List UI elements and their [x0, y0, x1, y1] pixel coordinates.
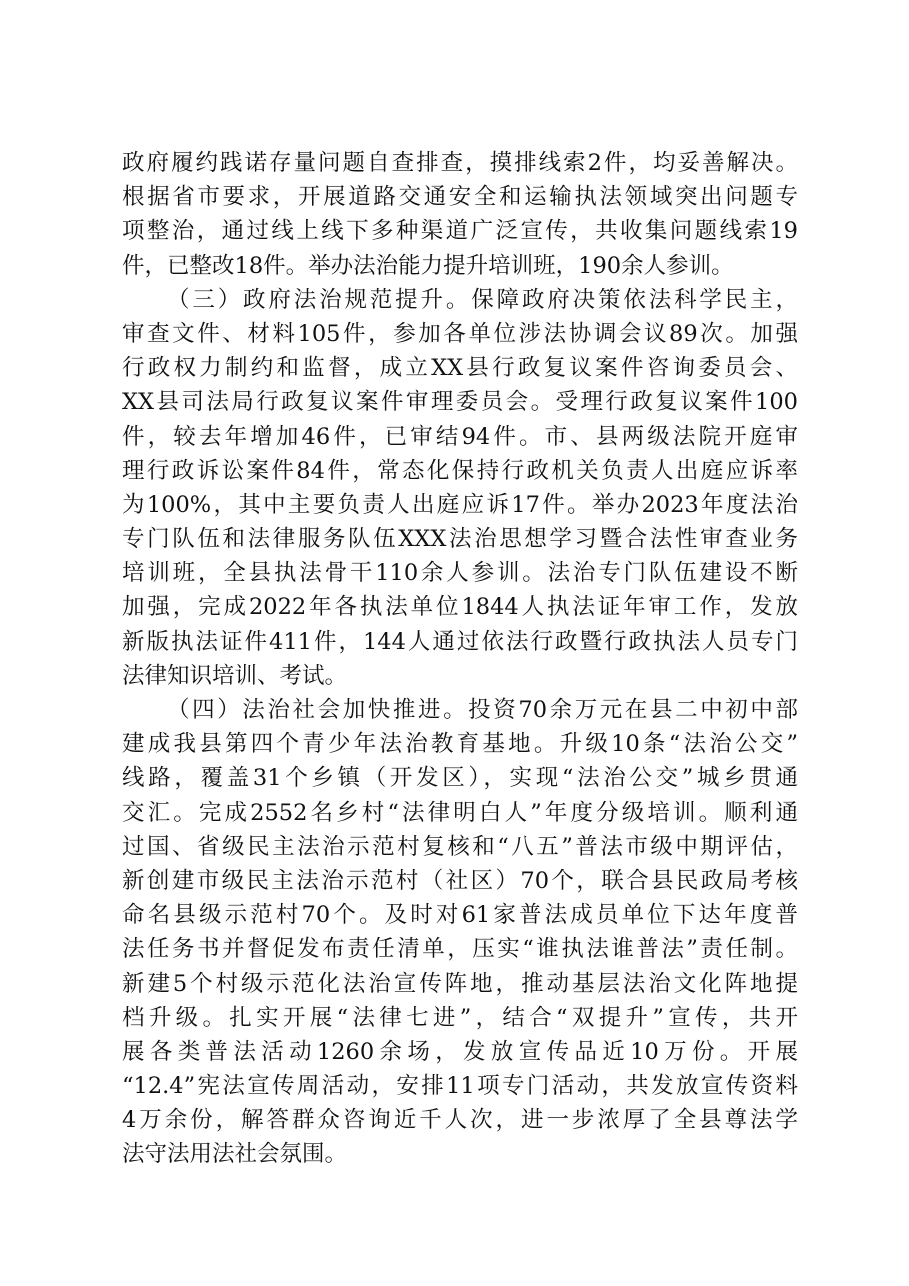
text-line: 加强，完成2022年各执法单位1844人执法证年审工作，发放: [122, 594, 798, 621]
text-line: 法守法用法社会氛围。: [122, 1141, 348, 1168]
text-line: 审查文件、材料105件，参加各单位涉法协调会议89次。加强: [122, 320, 798, 347]
text-line: 根据省市要求，开展道路交通安全和运输执法领域突出问题专: [122, 184, 798, 211]
text-line: 新创建市级民主法治示范村（社区）70个，联合县民政局考核: [122, 867, 798, 894]
text-line: 新建5个村级示范化法治宣传阵地，推动基层法治文化阵地提: [122, 970, 798, 997]
text-line: 4万余份，解答群众咨询近千人次，进一步浓厚了全县尊法学: [122, 1107, 798, 1134]
text-line: 建成我县第四个青少年法治教育基地。升级10条“法治公交”: [122, 731, 798, 758]
text-line: 件，已整改18件。举办法治能力提升培训班，190余人参训。: [122, 252, 734, 279]
text-line: 件，较去年增加46件，已审结94件。市、县两级法院开庭审: [122, 423, 798, 450]
text-line: （三）政府法治规范提升。保障政府决策依法科学民主，: [167, 286, 798, 313]
text-line: 理行政诉讼案件84件，常态化保持行政机关负责人出庭应诉率: [122, 457, 798, 484]
document-body: [122, 146, 798, 1172]
text-line: “12.4”宪法宣传周活动，安排11项专门活动，共发放宣传资料: [122, 1073, 798, 1100]
text-line: 政府履约践诺存量问题自查排查，摸排线索2件，均妥善解决。: [122, 150, 798, 176]
text-line: 行政权力制约和监督，成立XX县行政复议案件咨询委员会、: [122, 355, 798, 382]
text-line: 为100%，其中主要负责人出庭应诉17件。举办2023年度法治: [122, 491, 798, 518]
text-line: 线路，覆盖31个乡镇（开发区），实现“法治公交”城乡贯通: [122, 765, 798, 792]
text-line: 专门队伍和法律服务队伍XXX法治思想学习暨合法性审查业务: [122, 526, 798, 553]
text-line: 档升级。扎实开展“法律七进”，结合“双提升”宣传，共开: [122, 1004, 798, 1031]
text-line: 项整治，通过线上线下多种渠道广泛宣传，共收集问题线索19: [122, 218, 798, 245]
text-line: 法律知识培训、考试。: [122, 662, 348, 689]
text-line: 展各类普法活动1260余场，发放宣传品近10万份。开展: [122, 1038, 798, 1065]
text-line: 法任务书并督促发布责任清单，压实“谁执法谁普法”责任制。: [122, 936, 798, 963]
text-line: 交汇。完成2552名乡村“法律明白人”年度分级培训。顺利通: [122, 799, 798, 826]
text-line: 新版执法证件411件，144人通过依法行政暨行政执法人员专门: [122, 628, 798, 655]
text-line: （四）法治社会加快推进。投资70余万元在县二中初中部: [167, 697, 798, 723]
text-line: XX县司法局行政复议案件审理委员会。受理行政复议案件100: [122, 389, 798, 416]
text-line: 命名县级示范村70个。及时对61家普法成员单位下达年度普: [122, 902, 798, 929]
text-line: 培训班，全县执法骨干110余人参训。法治专门队伍建设不断: [122, 560, 798, 587]
text-line: 过国、省级民主法治示范村复核和“八五”普法市级中期评估，: [122, 833, 798, 860]
